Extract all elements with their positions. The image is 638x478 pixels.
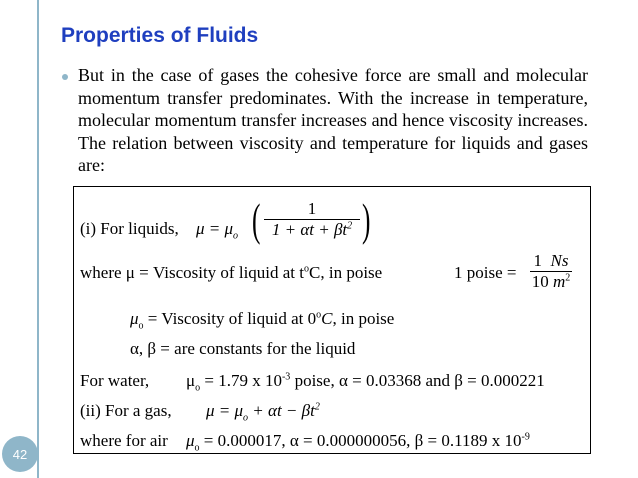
left-paren: ( [252, 194, 261, 245]
left-accent-rule [37, 0, 39, 478]
liquids-lhs: $\mu = \mu_o$ [196, 219, 239, 242]
where-mu-line: where μ = Viscosity of liquid at $t^oC$, in poise [80, 263, 383, 282]
air-label: where for air [80, 431, 168, 450]
liquids-label: (i) For liquids, [80, 219, 179, 238]
water-label: For water, [80, 371, 150, 390]
water-values: $\mu_o = 1.79$ x $10^{-3}$ poise, α = 0.03368 and β = 0.000221 [186, 371, 545, 394]
equation-box [73, 186, 591, 454]
mu0-definition: $\mu_o$ = Viscosity of liquid at 0$^o$C, in poise [130, 309, 395, 332]
air-values: $\mu_o = 0.000017$, α = 0.000000056, β = 0.1189 x $10^{-9}$ [186, 431, 530, 454]
poise-definition: 1 poise = [454, 263, 517, 282]
bullet-paragraph: But in the case of gases the cohesive force are small and molecular momentum transfer predominates. With the increase in temperature, molecular momentum transfer increases and hence viscosity increases. The relation between viscosity and temperature for liquids and gases are: [78, 65, 588, 175]
slide-title: Properties of Fluids [61, 24, 259, 47]
liquids-fraction: 1 $1 + \alpha t + \beta t^2$ [264, 199, 360, 240]
right-paren: ) [362, 194, 371, 245]
gas-label: (ii) For a gas, [80, 401, 172, 420]
constants-line: α, β = are constants for the liquid [130, 339, 356, 358]
page-number-badge: 42 [2, 436, 38, 472]
poise-fraction: 1 Ns 10 $m^2$ [531, 251, 571, 291]
gas-equation: $\mu = \mu_o + \alpha t - \beta t^2$ [206, 401, 320, 424]
bullet-icon [62, 74, 68, 80]
